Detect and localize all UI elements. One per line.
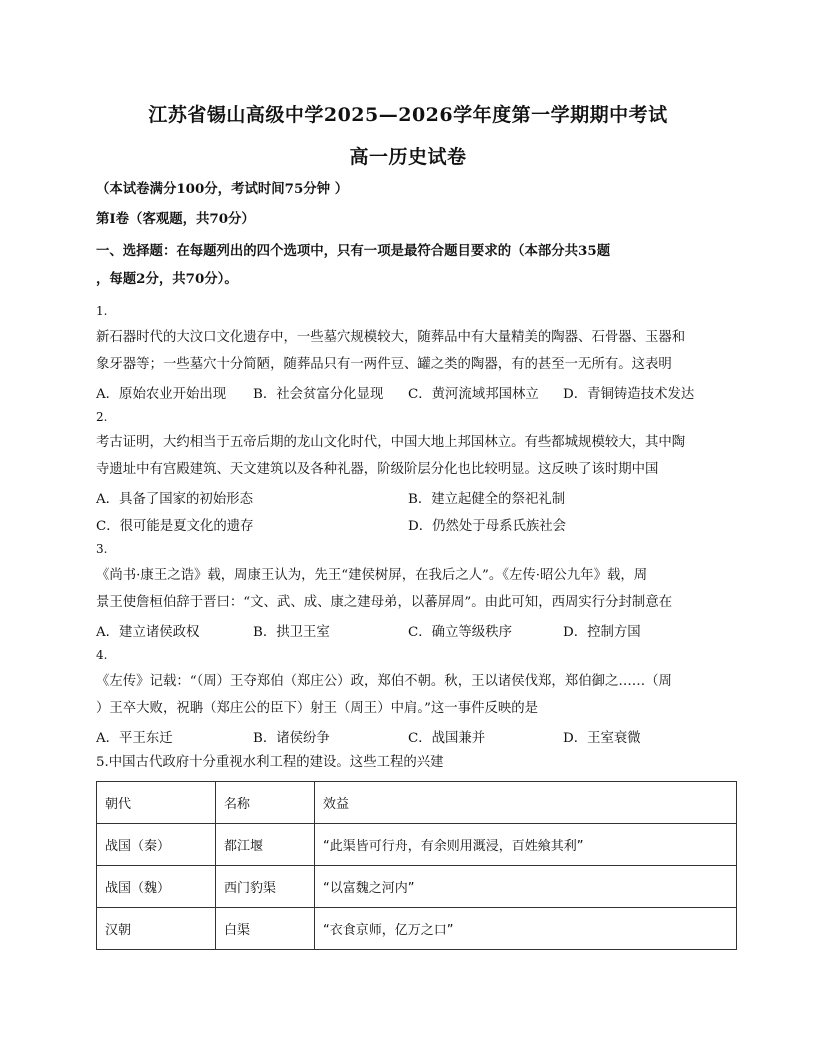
question-stem-line: 新石器时代的大汶口文化遗存中，一些墓穴规模较大，随葬品中有大量精美的陶器、石骨器、玉器和: [96, 330, 686, 345]
exam-subtitle: 高一历史试卷: [349, 146, 467, 168]
part-heading: 第Ⅰ卷（客观题，共70分）: [96, 211, 255, 227]
question-stem-line: [96, 754, 736, 771]
question-number: 5.: [96, 755, 109, 770]
question-stem-text: 中国古代政府十分重视水利工程的建设。这些工程的兴建: [108, 755, 444, 770]
table-header-cell: 朝代: [97, 782, 216, 824]
option-c[interactable]: C．战国兼并: [408, 731, 486, 746]
option-c[interactable]: C．很可能是夏文化的遗存: [96, 519, 254, 534]
table-row: [97, 824, 737, 866]
table-cell: 白渠: [216, 908, 315, 950]
question-number: 3.: [96, 542, 108, 556]
option-b[interactable]: B．诸侯纷争: [253, 731, 330, 746]
option-d[interactable]: D．王室衰微: [563, 731, 641, 746]
exam-note: （本试卷满分100分，考试时间75分钟 ）: [96, 181, 349, 197]
option-b[interactable]: B．社会贫富分化显现: [253, 387, 384, 402]
table-cell: 西门豹渠: [216, 866, 315, 908]
option-d[interactable]: D．控制方国: [563, 625, 641, 640]
question-stem-line: 《左传》记载：“（周）王夺郑伯（郑庄公）政，郑伯不朝。秋，王以诸侯伐郑，郑伯御之……（周: [96, 674, 672, 689]
option-c[interactable]: C．黄河流域邦国林立: [408, 387, 539, 402]
question-stem-line: 象牙器等；一些墓穴十分简陋，随葬品只有一两件豆、罐之类的陶器，有的甚至一无所有。这表明: [96, 357, 672, 372]
question-stem-line: 《尚书·康王之诰》载，周康王认为，先王“建侯树屏，在我后之人”。《左传·昭公九年》载，周: [96, 568, 648, 583]
option-b[interactable]: B．拱卫王室: [253, 625, 330, 640]
option-a[interactable]: A．具备了国家的初始形态: [96, 492, 253, 507]
table-cell: “此渠皆可行舟，有余则用溉浸，百姓飨其利”: [315, 824, 737, 866]
exam-title: 江苏省锡山高级中学2025—2026学年度第一学期期中考试: [148, 104, 668, 126]
water-projects-table: [96, 781, 737, 950]
section-heading-line1: 一、选择题：在每题列出的四个选项中，只有一项是最符合题目要求的（本部分共35题: [96, 243, 611, 259]
option-a[interactable]: A．建立诸侯政权: [96, 625, 200, 640]
table-row: [97, 866, 737, 908]
table-cell: 汉朝: [97, 908, 216, 950]
question-number: 1.: [96, 304, 108, 318]
question-number: 4.: [96, 648, 108, 662]
option-b[interactable]: B．建立起健全的祭祀礼制: [408, 492, 566, 507]
table-cell: 战国（魏）: [97, 866, 216, 908]
table-row: [97, 908, 737, 950]
table-header-cell: 效益: [315, 782, 737, 824]
option-d[interactable]: D．青铜铸造技术发达: [563, 387, 695, 402]
question-number: 2.: [96, 410, 108, 424]
question-stem-line: 景王使詹桓伯辞于晋曰：“文、武、成、康之建母弟，以蕃屏周”。由此可知，西周实行分封制意在: [96, 595, 673, 610]
option-d[interactable]: D．仍然处于母系氏族社会: [408, 519, 567, 534]
option-a[interactable]: A．平王东迁: [96, 731, 173, 746]
table-cell: “衣食京师，亿万之口”: [315, 908, 737, 950]
table-header-row: [97, 782, 737, 824]
question-stem-line: ）王卒大败，祝聃（郑庄公的臣下）射王（周王）中肩。”这一事件反映的是: [96, 701, 539, 716]
table-cell: 战国（秦）: [97, 824, 216, 866]
table-cell: “以富魏之河内”: [315, 866, 737, 908]
question-stem-line: 寺遗址中有宫殿建筑、天文建筑以及各种礼器，阶级阶层分化也比较明显。这反映了该时期中国: [96, 462, 659, 477]
option-c[interactable]: C．确立等级秩序: [408, 625, 512, 640]
table-cell: 都江堰: [216, 824, 315, 866]
question-stem-line: 考古证明，大约相当于五帝后期的龙山文化时代，中国大地上邦国林立。有些都城规模较大，其中陶: [96, 435, 686, 450]
table-header-cell: 名称: [216, 782, 315, 824]
section-heading-line2: ，每题2分，共70分）。: [96, 271, 238, 287]
option-a[interactable]: A．原始农业开始出现: [96, 387, 227, 402]
